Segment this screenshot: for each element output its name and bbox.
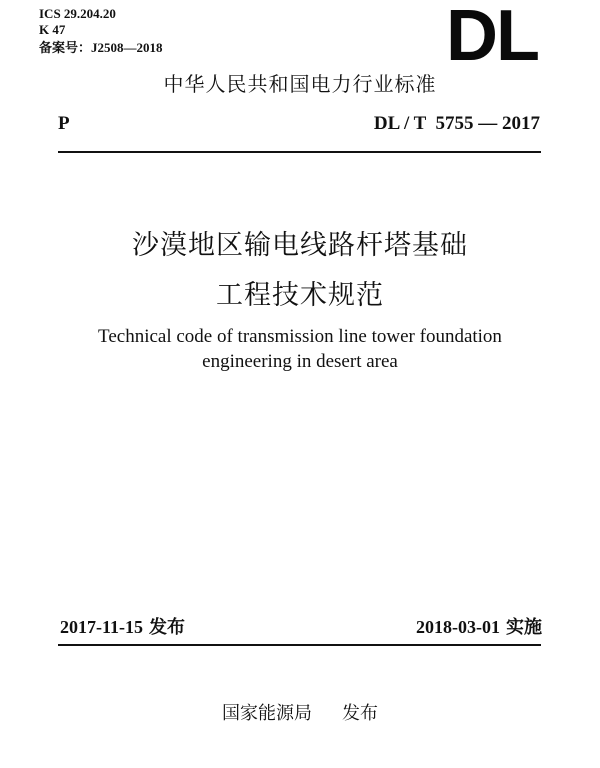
title-english-line-2: engineering in desert area — [202, 351, 398, 372]
implementation-verb: 实施 — [506, 617, 542, 638]
category-code: P — [58, 113, 70, 134]
implementation-date-line — [416, 616, 542, 639]
title-chinese-line-1: 沙漠地区输电线路杆塔基础 — [132, 230, 468, 261]
publisher-verb: 发布 — [342, 703, 378, 724]
title-english-line-1: Technical code of transmission line tower foundation — [98, 326, 502, 347]
issue-date: 2017-11-15 — [60, 617, 143, 637]
issue-date-line — [60, 616, 185, 639]
issue-verb: 发布 — [149, 617, 185, 638]
record-number: 备案号：J2508—2018 — [39, 40, 163, 55]
ics-code: ICS 29.204.20 — [39, 6, 116, 21]
implementation-date: 2018-03-01 — [416, 617, 500, 637]
industry-standard-heading: 中华人民共和国电力行业标准 — [163, 72, 437, 96]
dl-logo: DL — [446, 0, 538, 76]
title-chinese-line-2: 工程技术规范 — [216, 280, 384, 311]
publisher-line — [0, 702, 600, 726]
top-divider — [58, 151, 541, 153]
standard-number: DL / T 5755 — 2017 — [373, 113, 540, 134]
publisher-name: 国家能源局 — [222, 703, 312, 724]
bottom-divider — [58, 644, 541, 646]
ccs-code: K 47 — [39, 22, 66, 37]
